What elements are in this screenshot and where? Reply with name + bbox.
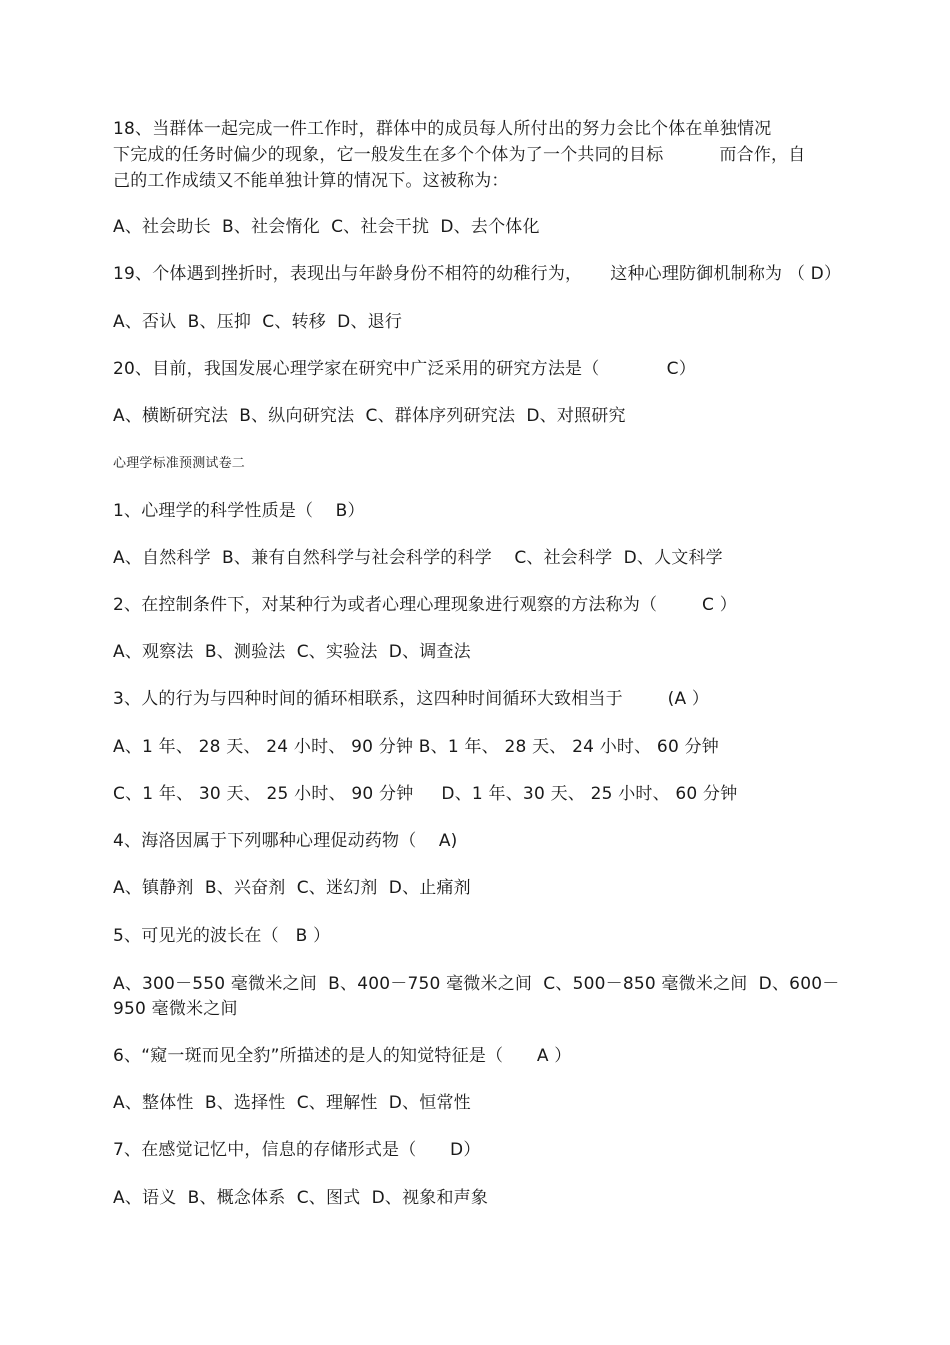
question-3-options-2: C、1 年、 30 天、 25 小时、 90 分钟 D、1 年、30 天、 25 小时、 60 分钟 [113,784,738,804]
question-2-options: A、观察法 B、测验法 C、实验法 D、调查法 [113,642,471,662]
question-4-text: 4、海洛因属于下列哪种心理促动药物（ A) [113,831,458,851]
question-19-options: A、否认 B、压抑 C、转移 D、退行 [113,312,403,332]
question-18-line-1: 18、当群体一起完成一件工作时，群体中的成员每人所付出的努力会比个体在单独情况 [113,119,772,139]
question-5-options-2: 950 毫微米之间 [113,999,238,1019]
question-19-text: 19、个体遇到挫折时，表现出与年龄身份不相符的幼稚行为， 这种心理防御机制称为 （ D） [113,264,842,284]
question-18-line-2: 下完成的任务时偏少的现象，它一般发生在多个个体为了一个共同的目标 而合作，自 [113,145,806,165]
question-5-options-1: A、300－550 毫微米之间 B、400－750 毫微米之间 C、500－850 毫微米之间 D、600－ [113,974,840,994]
question-7-text: 7、在感觉记忆中，信息的存储形式是（ D） [113,1140,481,1160]
question-1-text: 1、心理学的科学性质是（ B） [113,501,365,521]
question-18-options: A、社会助长 B、社会惰化 C、社会干扰 D、去个体化 [113,217,540,237]
question-20-options: A、横断研究法 B、纵向研究法 C、群体序列研究法 D、对照研究 [113,406,626,426]
question-6-text: 6、“窥一斑而见全豹”所描述的是人的知觉特征是（ A ） [113,1046,572,1066]
question-7-options: A、语义 B、概念体系 C、图式 D、视象和声象 [113,1188,489,1208]
question-2-text: 2、在控制条件下，对某种行为或者心理心理现象进行观察的方法称为（ C ） [113,595,737,615]
question-4-options: A、镇静剂 B、兴奋剂 C、迷幻剂 D、止痛剂 [113,878,471,898]
question-3-options-1: A、1 年、 28 天、 24 小时、 90 分钟 B、1 年、 28 天、 24 小时、 60 分钟 [113,737,719,757]
question-6-options: A、整体性 B、选择性 C、理解性 D、恒常性 [113,1093,471,1113]
question-5-text: 5、可见光的波长在（ B ） [113,926,331,946]
question-20-text: 20、目前，我国发展心理学家在研究中广泛采用的研究方法是（ C） [113,359,696,379]
question-18-line-3: 己的工作成绩又不能单独计算的情况下。这被称为： [113,171,509,191]
section-title: 心理学标准预测试卷二 [113,456,246,471]
question-3-text: 3、人的行为与四种时间的循环相联系，这四种时间循环大致相当于 (A ） [113,689,710,709]
question-1-options: A、自然科学 B、兼有自然科学与社会科学的科学 C、社会科学 D、人文科学 [113,548,723,568]
